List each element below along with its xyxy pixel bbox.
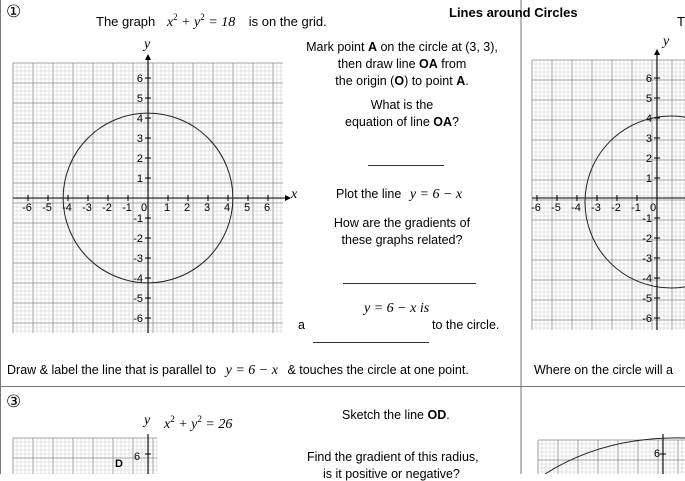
q2-y-tick-label: -4 <box>642 273 652 285</box>
q1-x-tick-label: -3 <box>82 202 92 214</box>
q1-instr-line1: Mark point A on the circle at (3, 3), <box>306 40 498 54</box>
q1-x-tick-label: 6 <box>263 202 271 214</box>
q1-y-tick-label: -6 <box>133 313 143 325</box>
q1-gradient-line1: How are the gradients of <box>333 216 471 230</box>
q4-grid <box>538 434 685 474</box>
q1-plot-instruction: Plot the line y = 6 − x <box>336 187 463 202</box>
q2-x-tick-label: -1 <box>631 202 641 214</box>
q1-x-tick-label: 0 <box>140 202 148 214</box>
q2-y-tick-label: 6 <box>645 73 652 85</box>
q4-y-tick-6: 6 <box>654 448 661 460</box>
q2-y-tick-label: 1 <box>645 173 652 185</box>
q1-y-tick-label: 1 <box>136 173 143 185</box>
q3-instr-1: Sketch the line OD. <box>342 408 450 422</box>
q1-bottom-equation: y = 6 − x <box>225 363 278 378</box>
q3-instr-2: Find the gradient of this radius, <box>307 450 479 464</box>
q1-y-tick-label: -4 <box>133 273 143 285</box>
q1-answer-line-2[interactable] <box>343 283 476 284</box>
q2-y-tick-label: 4 <box>645 113 652 125</box>
q1-plot-equation: y = 6 − x <box>409 187 463 202</box>
q1-instr-line2: then draw line OA from <box>337 57 467 71</box>
q1-tangent-equation: y = 6 − x is <box>364 301 430 316</box>
q2-y-tick-label: -2 <box>642 233 652 245</box>
q2-bottom-partial: Where on the circle will a <box>534 363 673 377</box>
q1-question-line2: equation of line OA? <box>345 115 459 129</box>
q1-intro: The graph $x^2 + y^2 = 18$ is on the grid. <box>96 12 327 30</box>
question-1-number: ① <box>6 2 22 21</box>
q2-y-tick-label: 2 <box>645 153 652 165</box>
q1-question-line1: What is the <box>370 98 434 112</box>
question-3-number: ③ <box>6 392 22 411</box>
q1-x-tick-label: -5 <box>42 202 52 214</box>
q1-x-axis-label: x <box>291 187 298 202</box>
q1-x-tick-label: -6 <box>22 202 32 214</box>
q1-tangent-suffix: to the circle. <box>432 318 500 332</box>
q1-y-tick-label: 4 <box>136 113 143 125</box>
q3-y-axis-label: y <box>144 413 151 428</box>
q1-y-tick-label: 3 <box>136 133 143 145</box>
q1-y-tick-label: -2 <box>133 233 143 245</box>
q1-question-block <box>292 97 512 131</box>
q2-graph <box>525 40 685 340</box>
q1-x-tick-label: 5 <box>243 202 251 214</box>
q1-instr-line3: the origin (O) to point A. <box>335 74 469 88</box>
q4-graph <box>535 434 685 474</box>
q2-y-tick-label: -3 <box>642 253 652 265</box>
q1-y-tick-label: 5 <box>136 93 143 105</box>
q1-x-tick-label: 4 <box>223 202 231 214</box>
q3-point-d-label: D <box>115 458 123 470</box>
q1-y-tick-label: -3 <box>133 253 143 265</box>
worksheet-title: Lines around Circles <box>449 5 578 20</box>
q1-tangent-a: a <box>298 318 305 332</box>
q2-x-tick-label: -2 <box>611 202 621 214</box>
q2-grid <box>532 60 685 330</box>
q1-circle-equation: $x^2 + y^2 = 18$ <box>166 12 236 30</box>
q1-gradient-line2: these graphs related? <box>341 233 463 247</box>
q2-y-tick-label: -5 <box>642 293 652 305</box>
q1-y-tick-label: -5 <box>133 293 143 305</box>
q2-header-partial: T <box>677 14 685 29</box>
q2-y-tick-label: -1 <box>642 213 652 225</box>
q1-instruction-block <box>292 39 512 90</box>
q2-x-tick-label: -5 <box>551 202 561 214</box>
q1-x-tick-label: 2 <box>183 202 191 214</box>
q1-x-tick-label: 3 <box>203 202 211 214</box>
q1-x-tick-label: -1 <box>122 202 132 214</box>
q1-y-arrow <box>145 54 151 60</box>
q1-y-axis-label: y <box>144 37 151 52</box>
q2-y-arrow <box>654 49 660 55</box>
q2-ticks <box>531 73 660 325</box>
q3-circle-equation: $x^2 + y^2 = 26$ <box>164 414 233 432</box>
q1-x-tick-label: -4 <box>62 202 72 214</box>
q1-y-tick-label: 2 <box>136 153 143 165</box>
q2-y-axis-label: y <box>663 34 670 49</box>
q3-instr-3: is it positive or negative? <box>323 467 460 481</box>
q1-x-tick-label: -2 <box>102 202 112 214</box>
q2-y-tick-label: -6 <box>642 313 652 325</box>
q1-answer-line-1[interactable] <box>368 165 444 166</box>
q1-x-tick-label: 1 <box>163 202 171 214</box>
q2-y-tick-label: 3 <box>645 133 652 145</box>
q2-x-tick-label: -4 <box>571 202 581 214</box>
q2-y-tick-label: 5 <box>645 93 652 105</box>
q2-x-tick-label: -3 <box>591 202 601 214</box>
q1-graph <box>0 40 300 340</box>
q1-bottom-instruction: Draw & label the line that is parallel to y = 6 − x & touches the circle at one point. <box>7 363 469 378</box>
q1-y-tick-label: -1 <box>133 213 143 225</box>
q2-x-tick-label: 0 <box>649 202 657 214</box>
q2-x-tick-label: -6 <box>531 202 541 214</box>
q1-answer-line-3[interactable] <box>313 342 429 343</box>
q3-y-tick-6: 6 <box>134 451 141 463</box>
q1-y-tick-label: 6 <box>136 73 143 85</box>
q1-gradient-block <box>292 215 512 249</box>
